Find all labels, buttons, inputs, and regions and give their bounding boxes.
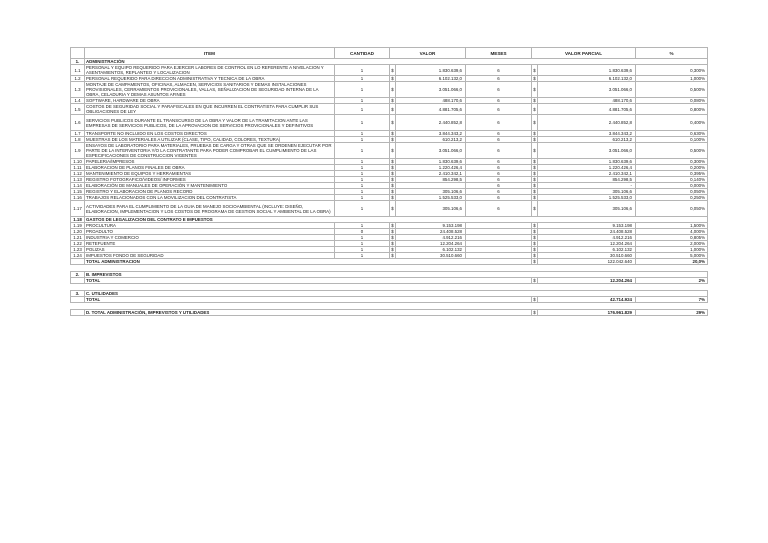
item-number: 1.22 [71, 241, 85, 247]
header-meses: MESES [466, 48, 532, 59]
table-row [71, 201, 708, 217]
currency-symbol: $ [533, 297, 536, 302]
item-partial-value: 3.051.066,0 [538, 143, 636, 159]
currency-symbol: $ [533, 171, 536, 176]
item-description: PAPELERIA/IMPRESOS [85, 159, 335, 165]
section-title: ADMINISTRACIÓN [85, 59, 708, 65]
table-row [71, 143, 708, 159]
item-months: 6 [466, 76, 532, 82]
item-percent: 0,100% [636, 137, 708, 143]
currency-symbol: $ [391, 159, 394, 164]
item-quantity: 1 [335, 223, 390, 229]
item-partial-value: 305.106,6 [538, 189, 636, 195]
item-percent: 0,200% [636, 165, 708, 171]
item-number: 1.9 [71, 143, 85, 159]
item-value: 1.830.639,6 [396, 159, 466, 165]
blank-cell [71, 310, 85, 316]
table-row [71, 115, 708, 131]
item-percent: 4,000% [636, 229, 708, 235]
item-number: 1.5 [71, 104, 85, 115]
item-value: 4.912.216 [396, 235, 466, 241]
item-number: 1.19 [71, 223, 85, 229]
item-number: 1.2 [71, 76, 85, 82]
currency-symbol: $ [391, 247, 394, 252]
item-number: 1.13 [71, 177, 85, 183]
item-partial-value: 4.881.705,6 [538, 104, 636, 115]
header-item: ITEM [85, 48, 335, 59]
item-quantity: 1 [335, 131, 390, 137]
item-quantity: 1 [335, 241, 390, 247]
item-value: 24.408.528 [396, 229, 466, 235]
item-quantity: 1 [335, 195, 390, 201]
currency-symbol: $ [533, 165, 536, 170]
spacer-row [71, 265, 708, 272]
currency-symbol: $ [390, 201, 396, 217]
section-number: 2. [71, 272, 85, 278]
item-months: 6 [466, 195, 532, 201]
item-percent: 0,000% [636, 183, 708, 189]
item-description: POLIZAS [85, 247, 335, 253]
currency-symbol: $ [532, 201, 538, 217]
item-number: 1.21 [71, 235, 85, 241]
item-value: 305.106,6 [396, 201, 466, 217]
grand-total-value: 176.961.829 [538, 310, 636, 316]
item-partial-value: 12.204.264 [538, 241, 636, 247]
item-partial-value: 3.844.343,2 [538, 131, 636, 137]
item-description: COSTOS DE SEGURIDAD SOCIAL Y PARAFISCALES EN QUE INCURREN EL CONTRATISTA PARA CUMPLIR SUS OBLIGACIONES DE LEY [85, 104, 335, 115]
item-quantity: 1 [335, 76, 390, 82]
item-quantity: 0 [335, 229, 390, 235]
item-value: 3.051.066,0 [396, 143, 466, 159]
item-number: 1.4 [71, 98, 85, 104]
item-partial-value: 305.106,6 [538, 201, 636, 217]
item-months: 6 [466, 104, 532, 115]
currency-symbol: $ [533, 195, 536, 200]
item-quantity: 1 [335, 82, 390, 98]
item-percent: 0,630% [636, 131, 708, 137]
item-months: 6 [466, 65, 532, 76]
item-number: 1.11 [71, 165, 85, 171]
item-number: 1.8 [71, 137, 85, 143]
item-number: 1.3 [71, 82, 85, 98]
item-quantity: 1 [335, 159, 390, 165]
aiu-table [70, 47, 708, 316]
item-number: 1.12 [71, 171, 85, 177]
item-months: 6 [466, 189, 532, 195]
item-months: 6 [466, 165, 532, 171]
item-partial-value: 2.440.852,8 [538, 115, 636, 131]
item-quantity: 1 [335, 137, 390, 143]
item-percent: 0,140% [636, 177, 708, 183]
item-description: ELABORACIÓN DE MANUALES DE OPERACIÓN Y MANTENIMIENTO [85, 183, 335, 189]
item-quantity: 1 [335, 143, 390, 159]
item-months: 6 [466, 143, 532, 159]
currency-symbol: $ [391, 229, 394, 234]
item-partial-value: 1.830.639,6 [538, 65, 636, 76]
section-total-label: TOTAL [85, 278, 532, 284]
currency-symbol: $ [533, 76, 536, 81]
item-value: 9.153.198 [396, 223, 466, 229]
item-number: 1.15 [71, 189, 85, 195]
header-cantidad: CANTIDAD [335, 48, 390, 59]
section-total-percent: 7% [636, 297, 708, 303]
item-quantity: 1 [335, 183, 390, 189]
item-quantity: 1 [335, 253, 390, 259]
section-total-label: TOTAL [85, 297, 532, 303]
item-number: 1.17 [71, 201, 85, 217]
item-value: 4.881.705,6 [396, 104, 466, 115]
item-quantity: 1 [335, 171, 390, 177]
currency-symbol: $ [391, 165, 394, 170]
currency-symbol: $ [533, 159, 536, 164]
item-value: 3.844.343,2 [396, 131, 466, 137]
currency-symbol: $ [532, 115, 538, 131]
item-percent: 0,500% [636, 82, 708, 98]
item-description: RETEFUENTE [85, 241, 335, 247]
item-number: 1.6 [71, 115, 85, 131]
header-valor-parcial: VALOR PARCIAL [532, 48, 636, 59]
item-description: SERVICIOS PUBLICOS DURANTE EL TRANSCURSO DE LA OBRA Y VALOR DE LA TRAMITACION ANTE LAS EMPRESAS DE SERVICIOS PUBLICOS, DE LA APROVACION DE SERVICIOS PROVICIONALES Y DEFINITIVOS [85, 115, 335, 131]
aiu-table-container [70, 47, 707, 316]
currency-symbol: $ [533, 131, 536, 136]
currency-symbol: $ [533, 223, 536, 228]
item-quantity: 1 [335, 65, 390, 76]
currency-symbol: $ [390, 65, 396, 76]
currency-symbol: $ [391, 171, 394, 176]
currency-symbol: $ [391, 98, 394, 103]
currency-symbol: $ [533, 177, 536, 182]
spacer-row [71, 284, 708, 291]
currency-symbol: $ [532, 65, 538, 76]
currency-symbol: $ [391, 189, 394, 194]
currency-symbol: $ [532, 143, 538, 159]
item-number: 1.24 [71, 253, 85, 259]
currency-symbol: $ [533, 247, 536, 252]
item-percent: 1,000% [636, 247, 708, 253]
item-value: 30.510.660 [396, 253, 466, 259]
item-value: 1.525.533,0 [396, 195, 466, 201]
item-quantity: 1 [335, 115, 390, 131]
currency-symbol: $ [391, 76, 394, 81]
currency-symbol: $ [533, 278, 536, 283]
header-pct: % [636, 48, 708, 59]
table-row [71, 104, 708, 115]
section-total-percent: 2% [636, 278, 708, 284]
item-value: 6.102.132,0 [396, 76, 466, 82]
item-months: 6 [466, 82, 532, 98]
spacer-cell [71, 265, 708, 272]
item-value: 12.204.264 [396, 241, 466, 247]
grand-total-row [71, 310, 708, 316]
item-percent: 5,000% [636, 253, 708, 259]
item-months: 6 [466, 171, 532, 177]
section-number: 1. [71, 59, 85, 65]
currency-symbol: $ [391, 241, 394, 246]
section-title: C. UTILIDADES [85, 291, 708, 297]
item-description: SOFTWARE, HARDWARE DE OBRA [85, 98, 335, 104]
section-number: 3. [71, 291, 85, 297]
item-percent: 0,800% [636, 104, 708, 115]
item-value: 6.102.132 [396, 247, 466, 253]
item-value: 488.170,6 [396, 98, 466, 104]
currency-symbol: $ [391, 137, 394, 142]
currency-symbol: $ [533, 98, 536, 103]
item-partial-value: 4.912.216 [538, 235, 636, 241]
currency-symbol: $ [533, 310, 536, 315]
item-partial-value: 610.213,2 [538, 137, 636, 143]
subsection-number: 1.18 [71, 217, 85, 223]
subsection-title: GASTOS DE LEGALIZACION DEL CONTRATO E IMPUESTOS [85, 217, 708, 223]
currency-symbol: $ [391, 235, 394, 240]
table-row [71, 82, 708, 98]
item-partial-value: - [538, 183, 636, 189]
item-description: INDUSTRIA Y COMERCIO [85, 235, 335, 241]
item-partial-value: 3.051.066,0 [538, 82, 636, 98]
item-number: 1.10 [71, 159, 85, 165]
item-quantity: 1 [335, 165, 390, 171]
spacer-cell [71, 284, 708, 291]
item-partial-value: 854.298,5 [538, 177, 636, 183]
header-valor: VALOR [390, 48, 466, 59]
header-row [71, 48, 708, 59]
item-description: PERSONAL Y EQUIPO REQUERIDO PARA EJERCER LABORES DE CONTROL EN LO REFERENTE A NIVELACION Y ASENTAMIENTOS, REPLANTEO Y LOCALIZACION [85, 65, 335, 76]
currency-symbol: $ [390, 143, 396, 159]
item-number: 1.1 [71, 65, 85, 76]
item-description: TRANSPORTE NO INCLUIDO EN LOS COSTOS DIRECTOS [85, 131, 335, 137]
currency-symbol: $ [532, 82, 538, 98]
item-quantity: 1 [335, 201, 390, 217]
item-partial-value: 1.830.639,6 [538, 159, 636, 165]
total-administration-label: TOTAL ADMINISTRACION [85, 259, 532, 265]
item-percent: 1,500% [636, 223, 708, 229]
item-percent: 0,050% [636, 201, 708, 217]
currency-symbol: $ [391, 223, 394, 228]
item-percent: 0,250% [636, 195, 708, 201]
item-partial-value: 24.408.528 [538, 229, 636, 235]
item-description: ACTIVIDADES PARA EL CUMPLIMIENTO DE LA GUIA DE MANEJO SOCIOAMBIENTAL (INCLUYE: DISEÑO, ELABORACION, IMPLEMENTACION Y LOS COSTOS DE PROGRAMA DE GESTION SOCIAL Y AMBIENTAL DE LA OBRA) [85, 201, 335, 217]
item-partial-value: 9.153.198 [538, 223, 636, 229]
item-months: 6 [466, 98, 532, 104]
currency-symbol: $ [533, 137, 536, 142]
currency-symbol: $ [533, 189, 536, 194]
item-percent: 0,400% [636, 115, 708, 131]
item-value: 305.106,6 [396, 189, 466, 195]
item-percent: 1,000% [636, 76, 708, 82]
item-partial-value: 1.220.426,4 [538, 165, 636, 171]
item-description: MONTAJE DE CAMPAMENTOS, OFICINAS, ALMACEN, SERVICIOS SANITARIOS Y DEMAS INSTALACIONES PROVISIONALES, CERRAMIENTOS PROVICIONALES, VALLAS, SEÑALIZACION DE SEGURIDAD INTERNA DE LA OBRA, CELADURIA Y DEMAS ASUNTOS AFINES [85, 82, 335, 98]
item-description: ENSAYOS DE LABORATORIO PARA MATERIALES, PRUEBAS DE CARGA Y OTRAS QUE SE ORDENEN EJECUTAR POR PARTE DE LA INTERVENTORIA Y/O LA CONTRATANTE PARA PODER COMPROBAR EL CUMPLIMIENTO DE LAS ESPECIFICACIONES DE CONSTRUCCION VIGENTES [85, 143, 335, 159]
item-months: 6 [466, 159, 532, 165]
total-administration-value: 122.042.640 [538, 259, 636, 265]
currency-symbol: $ [390, 104, 396, 115]
item-quantity: 1 [335, 98, 390, 104]
currency-symbol: $ [391, 183, 394, 188]
item-percent: 0,395% [636, 171, 708, 177]
header-blank [71, 48, 85, 59]
currency-symbol: $ [533, 183, 536, 188]
item-value: 2.440.852,8 [396, 115, 466, 131]
item-value: 2.410.342,1 [396, 171, 466, 177]
currency-symbol: $ [391, 131, 394, 136]
item-partial-value: 6.102.132 [538, 247, 636, 253]
currency-symbol: $ [391, 253, 394, 258]
total-administration-percent: 20,0% [636, 259, 708, 265]
item-quantity: 1 [335, 247, 390, 253]
item-value: 854.298,5 [396, 177, 466, 183]
item-description: REGISTRO FOTOGRAFICO/VIDEOS/ INFORMES [85, 177, 335, 183]
item-description: PROADULTO [85, 229, 335, 235]
spacer-row [71, 303, 708, 310]
item-description: MANTENIMIENTO DE EQUIPOS Y HERRAMIENTAS [85, 171, 335, 177]
item-months: 6 [466, 183, 532, 189]
item-description: TRABAJOS RELACIONADOS CON LA MOVILIZACION DEL CONTRATISTA [85, 195, 335, 201]
item-months: 6 [466, 137, 532, 143]
item-months: 6 [466, 177, 532, 183]
item-quantity: 1 [335, 177, 390, 183]
section-title: B. IMPREVISTOS [85, 272, 708, 278]
item-value: 3.051.066,0 [396, 82, 466, 98]
item-partial-value: 30.510.660 [538, 253, 636, 259]
item-percent: 0,300% [636, 65, 708, 76]
currency-symbol: $ [391, 195, 394, 200]
item-months: 6 [466, 201, 532, 217]
item-partial-value: 2.410.342,1 [538, 171, 636, 177]
item-number: 1.23 [71, 247, 85, 253]
item-percent: 2,000% [636, 241, 708, 247]
item-partial-value: 6.102.132,0 [538, 76, 636, 82]
section-total-value: 42.714.924 [538, 297, 636, 303]
item-value: 1.220.426,4 [396, 165, 466, 171]
item-description: PROCULTURA [85, 223, 335, 229]
currency-symbol: $ [533, 235, 536, 240]
table-body [71, 59, 708, 316]
item-description: PERSONAL REQUERIDO PARA DIRECCION ADMINISTRATIVA Y TECNICA DE LA OBRA [85, 76, 335, 82]
item-number: 1.14 [71, 183, 85, 189]
item-description: ELABORACION DE PLANOS FINALES DE OBRA [85, 165, 335, 171]
grand-total-label: D. TOTAL ADMINISTRACIÓN, IMPREVISTOS Y UTILIDADES [85, 310, 532, 316]
currency-symbol: $ [390, 82, 396, 98]
item-value: 1.830.639,6 [396, 65, 466, 76]
item-number: 1.20 [71, 229, 85, 235]
grand-total-percent: 29% [636, 310, 708, 316]
currency-symbol: $ [532, 104, 538, 115]
item-quantity: 1 [335, 104, 390, 115]
item-percent: 0,805% [636, 235, 708, 241]
item-number: 1.7 [71, 131, 85, 137]
item-description: IMPUESTOS FONDO DE SEGURIDAD [85, 253, 335, 259]
item-percent: 0,500% [636, 143, 708, 159]
item-percent: 0,050% [636, 189, 708, 195]
spacer-cell [71, 303, 708, 310]
item-quantity: 1 [335, 235, 390, 241]
item-description: MUESTRAS DE LOS MATERIALES A UTILIZAR (CLASE, TIPO, CALIDAD, COLORES, TEXTURA) [85, 137, 335, 143]
currency-symbol: $ [533, 229, 536, 234]
item-percent: 0,080% [636, 98, 708, 104]
currency-symbol: $ [533, 259, 536, 264]
section-total-value: 12.204.264 [538, 278, 636, 284]
item-months: 6 [466, 131, 532, 137]
item-quantity: 1 [335, 189, 390, 195]
table-row [71, 65, 708, 76]
item-partial-value: 1.525.533,0 [538, 195, 636, 201]
item-number: 1.16 [71, 195, 85, 201]
item-partial-value: 488.170,6 [538, 98, 636, 104]
currency-symbol: $ [390, 115, 396, 131]
item-value: 610.213,2 [396, 137, 466, 143]
item-description: REGISTRO Y ELABORACION DE PLANOS RECORD [85, 189, 335, 195]
currency-symbol: $ [391, 177, 394, 182]
currency-symbol: $ [533, 241, 536, 246]
currency-symbol: $ [533, 253, 536, 258]
item-months: 6 [466, 115, 532, 131]
item-percent: 0,300% [636, 159, 708, 165]
